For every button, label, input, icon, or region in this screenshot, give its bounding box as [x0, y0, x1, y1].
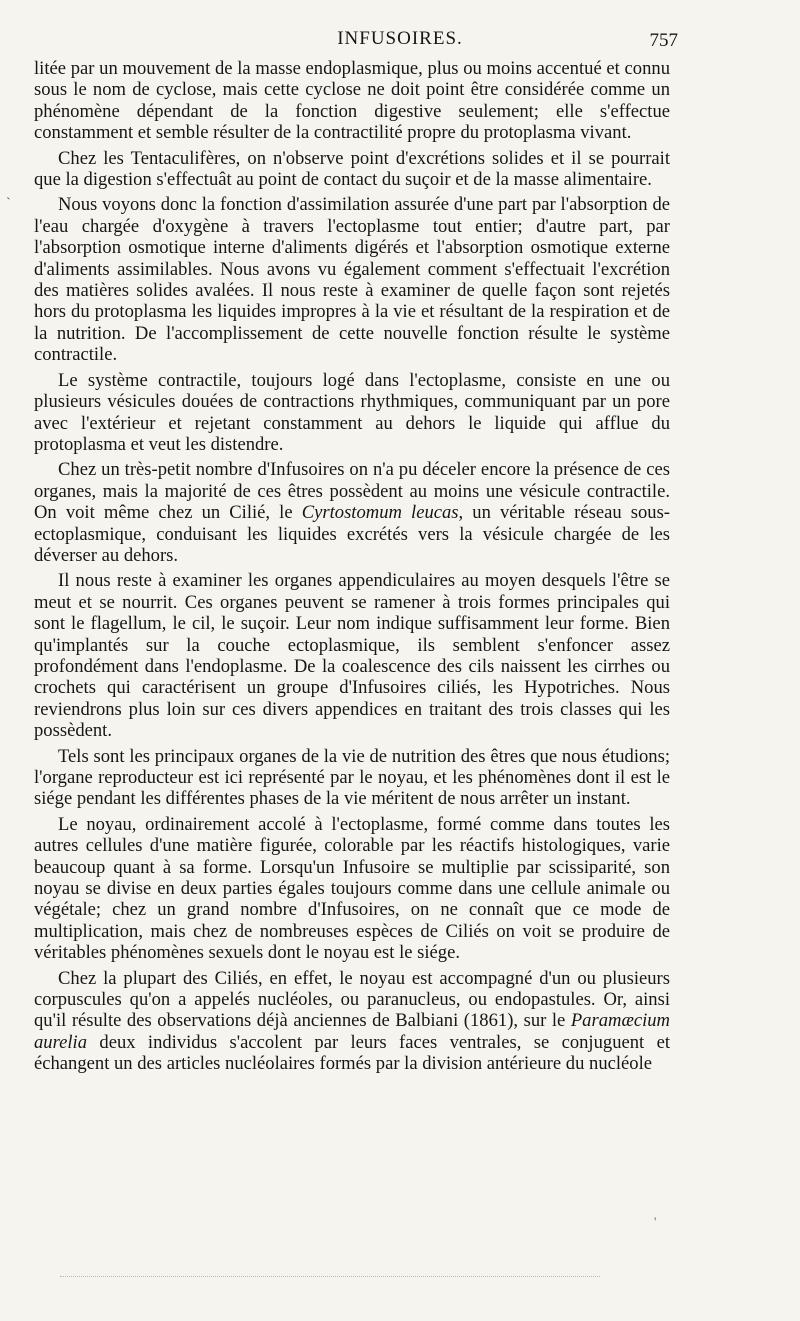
paragraph-p1	[34, 58, 670, 144]
paragraph-p6	[34, 570, 670, 741]
paragraph-text: Chez un très-petit nombre d'Infusoires on n'a pu déceler encore la présence de ces organes, mais la majorité de ces êtres possèdent au moins une vésicule contractile. On voit même chez un Cilié, le	[34, 459, 670, 524]
paragraph-text: , un véritable réseau sous-ectoplasmique, conduisant les liquides excrétés vers la vésicule chargée de les déverser au dehors.	[34, 502, 671, 566]
paragraph-p9	[34, 968, 670, 1075]
footer-rule	[60, 1276, 600, 1277]
paragraph-p5	[34, 459, 670, 566]
paragraph-p7	[34, 746, 670, 810]
paragraph-text: Tels sont les principaux organes de la vie de nutrition des êtres que nous étudions; l'organe reproducteur est ici représenté par le noyau, et les phénomènes dont il est le siége pendant les différentes phases de la vie méritent de nous arrêter un instant.	[34, 745, 670, 810]
paragraph-p2	[34, 148, 670, 191]
italic-term: Cyrtostomum leucas	[301, 502, 459, 524]
page-header	[0, 22, 800, 56]
paragraph-text: Le système contractile, toujours logé dans l'ectoplasme, consiste en une ou plusieurs vésicules douées de contractions rhythmiques, communiquant par un pore avec l'extérieur et rejetant constamment au dehors le liquide qui afflue du protoplasma et veut les distendre.	[34, 369, 670, 455]
paragraph-text: Chez les Tentaculifères, on n'observe point d'excrétions solides et il se pourrait que la digestion s'effectuât au point de contact du suçoir et de la masse alimentaire.	[34, 147, 670, 191]
paragraph-text: deux individus s'accolent par leurs faces ventrales, se conjuguent et échangent un des articles nucléolaires formés par la division antérieure du nucléole	[34, 1031, 670, 1075]
running-title: INFUSOIRES.	[337, 28, 463, 49]
paragraph-p4	[34, 370, 670, 456]
paragraph-text: Nous voyons donc la fonction d'assimilation assurée d'une part par l'absorption de l'eau chargée d'oxygène à travers l'ectoplasme tout entier; d'autre part, par l'absorption osmotique interne d'aliments digérés et l'absorption osmotique externe d'aliments assimilables. Nous avons vu également comment s'effectuait l'excrétion des matières solides avalées. Il nous reste à examiner de quelle façon sont rejetés hors du protoplasma les liquides impropres à la vie et résultant de la respiration et de la nutrition. De l'accomplissement de cette nouvelle fonction résulte le système contractile.	[34, 194, 670, 366]
paragraph-text: litée par un mouvement de la masse endoplasmique, plus ou moins accentué et connu sous le nom de cyclose, mais cette cyclose ne doit point être considérée comme un phénomène dépendant de la fonction digestive seulement; elle s'effectue constamment et semble résulter de la contractilité propre du protoplasma vivant.	[34, 58, 670, 144]
margin-mark: '	[654, 1214, 657, 1229]
page-number: 757	[649, 30, 678, 51]
paragraph-p3	[34, 194, 670, 365]
paragraph-text: Il nous reste à examiner les organes appendiculaires au moyen desquels l'être se meut et se nourrit. Ces organes peuvent se ramener à trois formes principales qui sont le flagellum, le cil, le suçoir. Leur nom indique suffisamment leur forme. Bien qu'implantés sur la couche ectoplasmique, ils semblent s'enfoncer assez profondément dans l'endoplasme. De la coalescence des cils naissent les cirrhes ou crochets qui caractérisent un groupe d'Infusoires ciliés, les Hypotriches. Nous reviendrons plus loin sur ces divers appendices en traitant des trois classes qui les possèdent.	[34, 570, 670, 742]
body-text	[34, 58, 670, 1079]
italic-term: Paramæcium aurelia	[34, 1010, 670, 1053]
paragraph-text: Le noyau, ordinairement accolé à l'ectoplasme, formé comme dans toutes les autres cellules d'une matière figurée, colorable par les réactifs histologiques, varie beaucoup quant à sa forme. Lorsqu'un Infusoire se multiplie par scissiparité, son noyau se divise en deux parties égales toujours comme dans une cellule animale ou végétale; chez un grand nombre d'Infusoires, on ne connaît que ce mode de multiplication, mais chez de nombreuses espèces de Ciliés on voit se produire de véritables phénomènes sexuels dont le noyau est le siége.	[34, 813, 670, 964]
paragraph-p8	[34, 814, 670, 964]
paragraph-text: Chez la plupart des Ciliés, en effet, le noyau est accompagné d'un ou plusieurs corpuscules qu'on a appelés nucléoles, ou paranucleus, ou endopastules. Or, ainsi qu'il résulte des observations déjà anciennes de Balbiani (1861), sur le	[34, 967, 670, 1032]
margin-mark: `	[6, 196, 11, 211]
